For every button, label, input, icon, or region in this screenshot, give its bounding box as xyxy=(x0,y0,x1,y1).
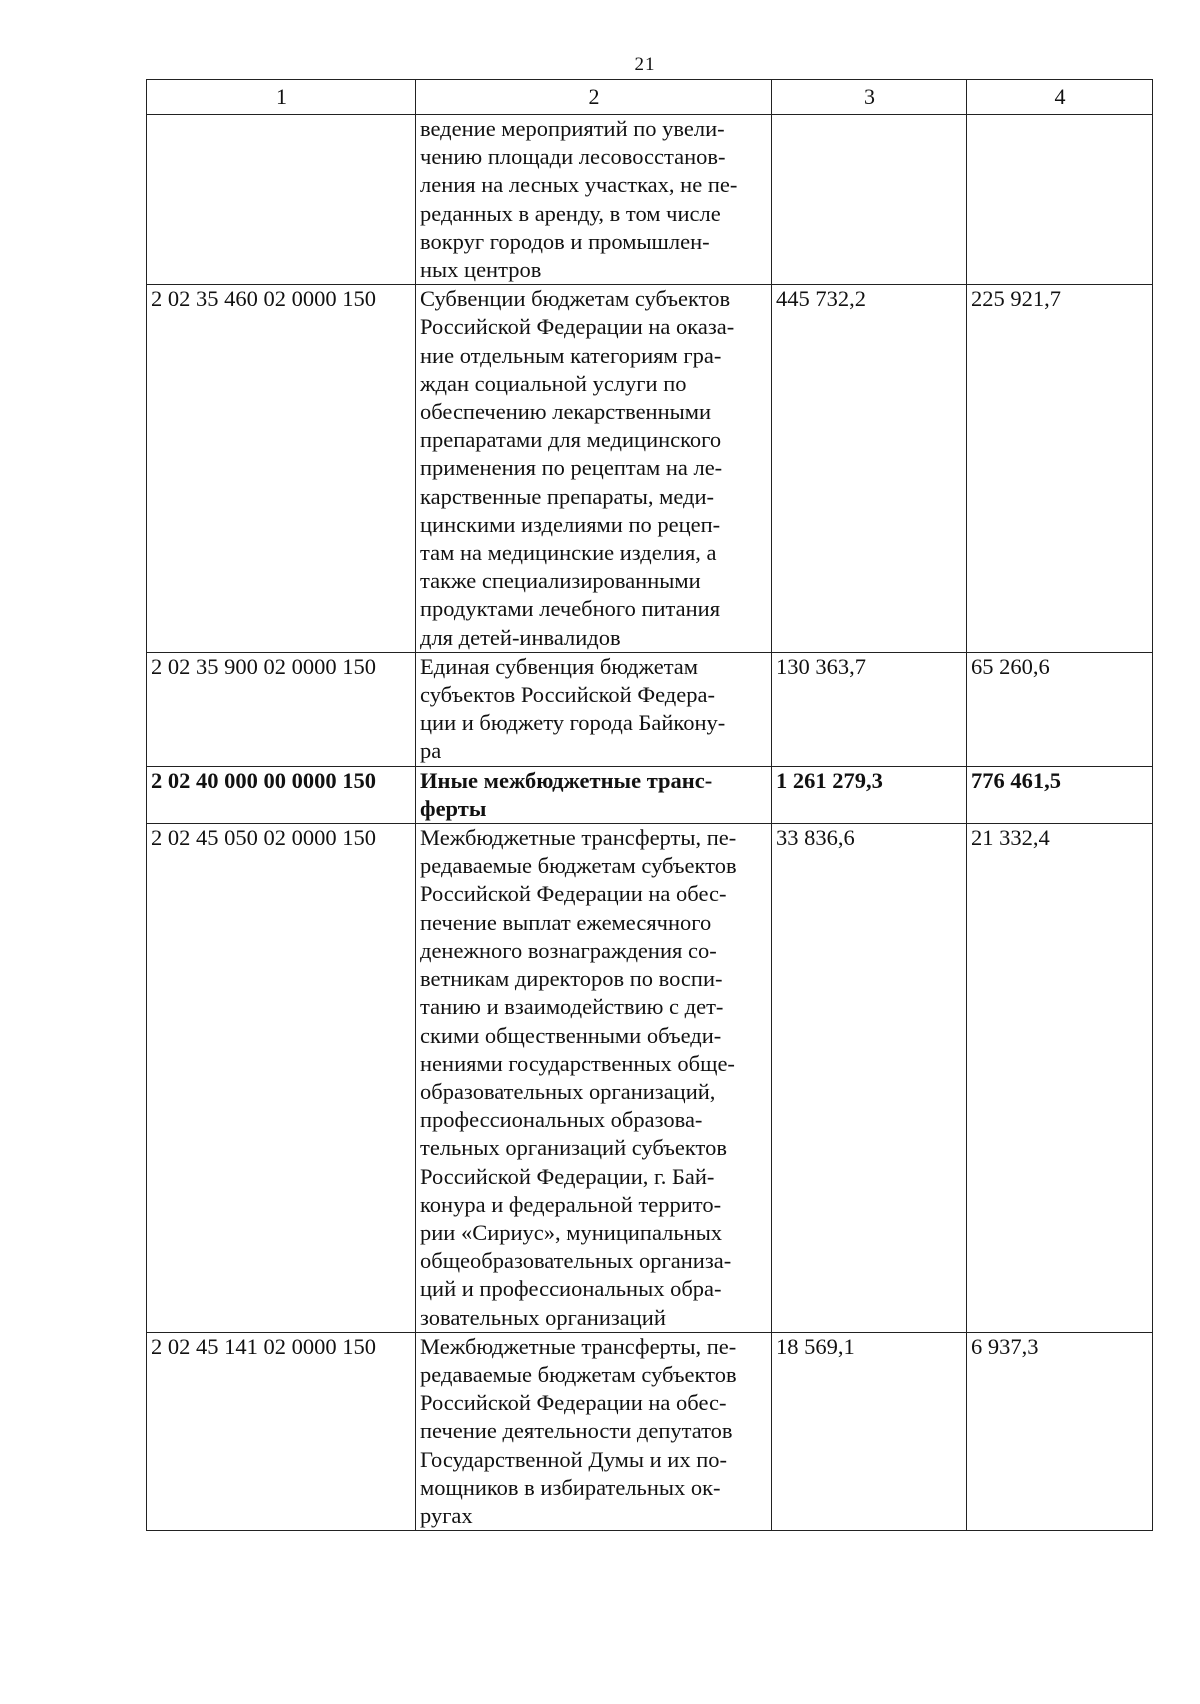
row-col3-value: 33 836,6 xyxy=(772,824,967,1333)
description-line: реданных в аренду, в том числе xyxy=(420,200,721,226)
description-line: карственные препараты, меди- xyxy=(420,483,715,509)
header-col-1: 1 xyxy=(147,80,416,115)
description-line: печение деятельности депутатов xyxy=(420,1418,733,1444)
header-col-3: 3 xyxy=(772,80,967,115)
description-line: редаваемые бюджетам субъектов xyxy=(420,1361,737,1387)
description-line: печение выплат ежемесячного xyxy=(420,909,712,935)
description-line: Российской Федерации, г. Бай- xyxy=(420,1163,715,1189)
row-description-cell xyxy=(416,824,772,1333)
description-line: вокруг городов и промышлен- xyxy=(420,228,710,254)
description-line: продуктами лечебного питания xyxy=(420,596,721,622)
description-line: ветникам директоров по воспи- xyxy=(420,966,723,992)
description-line: ведение мероприятий по увели- xyxy=(420,116,725,141)
description-line: ления на лесных участках, не пе- xyxy=(420,172,738,198)
description-line: Межбюджетные трансферты, пе- xyxy=(420,1333,737,1359)
row-col4-value xyxy=(967,115,1153,285)
description-line: ферты xyxy=(420,795,487,821)
description-line: Российской Федерации на оказа- xyxy=(420,314,735,340)
description-line: ций и профессиональных обра- xyxy=(420,1276,722,1302)
description-line: обеспечению лекарственными xyxy=(420,399,712,425)
description-line: применения по рецептам на ле- xyxy=(420,455,723,481)
table-body xyxy=(147,115,1153,1531)
row-description-cell xyxy=(416,115,772,285)
row-col4-value: 776 461,5 xyxy=(967,766,1153,823)
row-col4-value: 21 332,4 xyxy=(967,824,1153,1333)
row-col3-value: 130 363,7 xyxy=(772,652,967,766)
row-col4-value: 225 921,7 xyxy=(967,285,1153,653)
description-line: ции и бюджету города Байкону- xyxy=(420,710,726,736)
header-row xyxy=(147,80,1153,115)
description-line: танию и взаимодействию с дет- xyxy=(420,994,724,1020)
description-line: Российской Федерации на обес- xyxy=(420,881,727,907)
header-col-4: 4 xyxy=(967,80,1153,115)
row-description-cell xyxy=(416,285,772,653)
table-row xyxy=(147,285,1153,653)
description-line: зовательных организаций xyxy=(420,1304,666,1330)
row-col3-value xyxy=(772,115,967,285)
description-line: Иные межбюджетные транс- xyxy=(420,767,713,793)
row-code-cell: 2 02 35 900 02 0000 150 xyxy=(147,652,416,766)
row-code-cell: 2 02 35 460 02 0000 150 xyxy=(147,285,416,653)
row-description-cell xyxy=(416,766,772,823)
table-row xyxy=(147,766,1153,823)
description-line: цинскими изделиями по рецеп- xyxy=(420,511,721,537)
description-line: редаваемые бюджетам субъектов xyxy=(420,853,737,879)
row-description-cell xyxy=(416,652,772,766)
description-line: Субвенции бюджетам субъектов xyxy=(420,286,731,312)
description-line: ние отдельным категориям гра- xyxy=(420,342,722,368)
description-line: профессиональных образова- xyxy=(420,1107,703,1133)
description-line: препаратами для медицинского xyxy=(420,427,722,453)
budget-table xyxy=(146,79,1153,1531)
description-line: ра xyxy=(420,738,442,764)
row-code-cell: 2 02 40 000 00 0000 150 xyxy=(147,766,416,823)
row-col3-value: 445 732,2 xyxy=(772,285,967,653)
row-col4-value: 6 937,3 xyxy=(967,1332,1153,1530)
row-description-cell xyxy=(416,1332,772,1530)
description-line: ных центров xyxy=(420,257,542,283)
table-row xyxy=(147,115,1153,285)
description-line: для детей-инвалидов xyxy=(420,624,621,650)
description-line: образовательных организаций, xyxy=(420,1078,716,1104)
table-row xyxy=(147,824,1153,1333)
description-line: скими общественными объеди- xyxy=(420,1022,722,1048)
description-line: мощников в избирательных ок- xyxy=(420,1474,721,1500)
description-line: субъектов Российской Федера- xyxy=(420,682,715,708)
table-header xyxy=(147,80,1153,115)
description-line: общеобразовательных организа- xyxy=(420,1248,732,1274)
row-code-cell: 2 02 45 141 02 0000 150 xyxy=(147,1332,416,1530)
description-line: конура и федеральной террито- xyxy=(420,1191,722,1217)
row-col3-value: 1 261 279,3 xyxy=(772,766,967,823)
description-line: Государственной Думы и их по- xyxy=(420,1446,727,1472)
description-line: ждан социальной услуги по xyxy=(420,370,687,396)
table-row xyxy=(147,1332,1153,1530)
description-line: ругах xyxy=(420,1502,473,1528)
description-line: Межбюджетные трансферты, пе- xyxy=(420,825,737,851)
row-code-cell xyxy=(147,115,416,285)
description-line: рии «Сириус», муниципальных xyxy=(420,1219,723,1245)
description-line: тельных организаций субъектов xyxy=(420,1135,727,1161)
description-line: там на медицинские изделия, а xyxy=(420,540,717,566)
description-line: также специализированными xyxy=(420,568,701,594)
row-code-cell: 2 02 45 050 02 0000 150 xyxy=(147,824,416,1333)
row-col4-value: 65 260,6 xyxy=(967,652,1153,766)
row-col3-value: 18 569,1 xyxy=(772,1332,967,1530)
header-col-2: 2 xyxy=(416,80,772,115)
table-row xyxy=(147,652,1153,766)
description-line: Единая субвенция бюджетам xyxy=(420,653,699,679)
description-line: чению площади лесовосстанов- xyxy=(420,144,726,170)
description-line: денежного вознаграждения со- xyxy=(420,937,717,963)
description-line: нениями государственных обще- xyxy=(420,1050,735,1076)
description-line: Российской Федерации на обес- xyxy=(420,1390,727,1416)
page-number: 21 xyxy=(634,54,656,75)
